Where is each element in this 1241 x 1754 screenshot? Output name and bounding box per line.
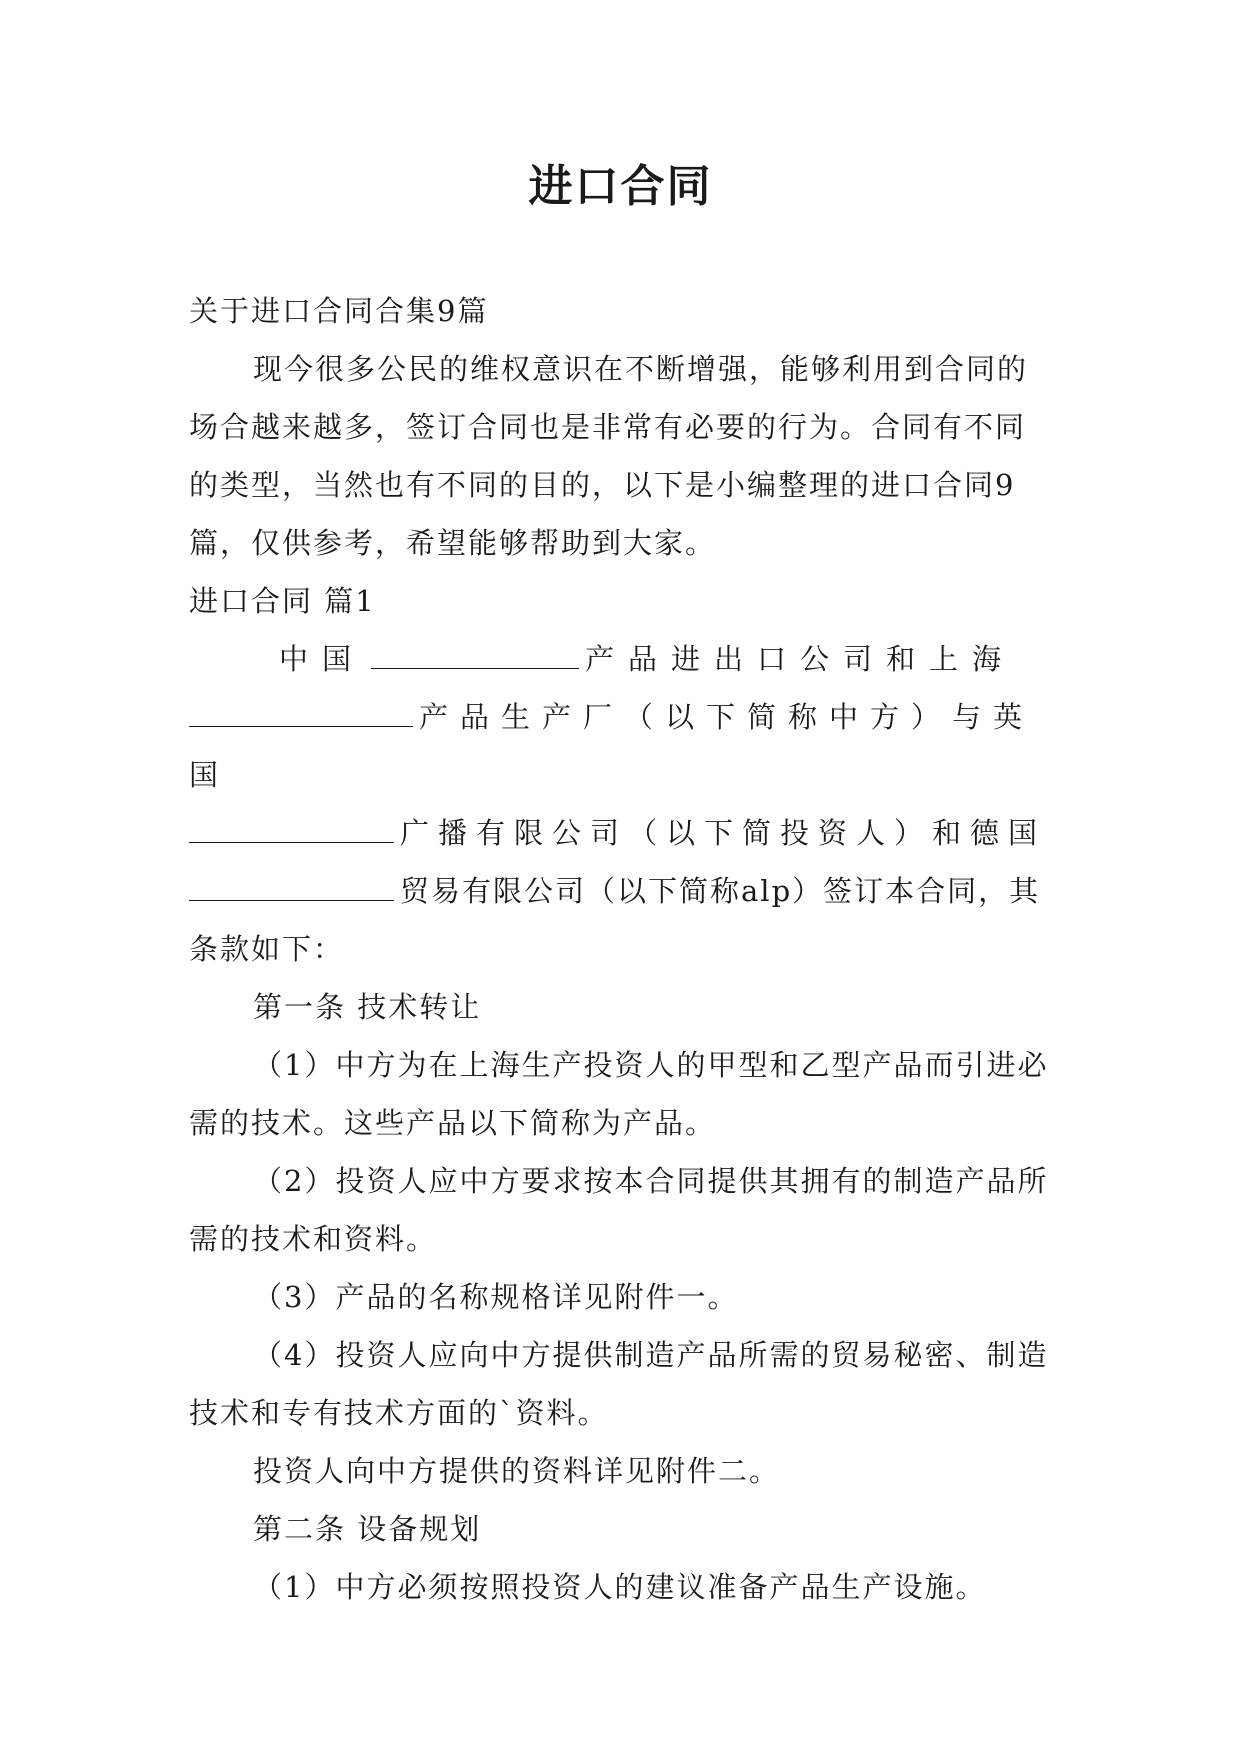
document-body bbox=[189, 282, 1049, 1616]
parties-line-2 bbox=[189, 688, 1049, 804]
document-title: 进口合同 bbox=[528, 161, 713, 212]
blank-line bbox=[189, 690, 413, 727]
party-export-company: 产品进出口公司和上海 bbox=[585, 642, 1016, 676]
article-1-item: 投资人向中方提供的资料详见附件二。 bbox=[253, 1454, 781, 1488]
article-1-item: （2）投资人应中方要求按本合同提供其拥有的制造产品所需的技术和资料。 bbox=[189, 1164, 1049, 1256]
blank-line bbox=[189, 864, 394, 901]
article-1-item: （3）产品的名称规格详见附件一。 bbox=[253, 1280, 739, 1314]
section-heading: 进口合同 篇1 bbox=[189, 584, 376, 618]
article-2-heading: 第二条 设备规划 bbox=[253, 1512, 482, 1546]
intro-paragraph: 现今很多公民的维权意识在不断增强，能够利用到合同的场合越来越多，签订合同也是非常有必要的行为。合同有不同的类型，当然也有不同的目的，以下是小编整理的进口合同9篇，仅供参考，希望能够帮助到大家。 bbox=[189, 352, 1029, 560]
article-2-item: （1）中方必须按照投资人的建议准备产品生产设施。 bbox=[253, 1570, 987, 1604]
parties-line-4 bbox=[189, 862, 1049, 978]
article-1-item: （4）投资人应向中方提供制造产品所需的贸易秘密、制造技术和专有技术方面的`资料。 bbox=[189, 1338, 1049, 1430]
document-subtitle: 关于进口合同合集9篇 bbox=[189, 294, 489, 328]
party-trading-company: 贸易有限公司（以下简称alp）签订本合同，其条款如下： bbox=[189, 874, 1041, 966]
party-factory: 产品生产厂（以下简称中方）与英国 bbox=[189, 700, 1035, 792]
blank-line bbox=[371, 632, 579, 669]
article-1-heading: 第一条 技术转让 bbox=[253, 990, 482, 1024]
parties-line-1 bbox=[189, 630, 1049, 688]
party-china: 中国 bbox=[279, 642, 366, 676]
article-1-item: （1）中方为在上海生产投资人的甲型和乙型产品而引进必需的技术。这些产品以下简称为产品。 bbox=[189, 1048, 1049, 1140]
parties-line-3 bbox=[189, 804, 1049, 862]
party-investor: 广播有限公司（以下简投资人）和德国 bbox=[400, 816, 1047, 850]
blank-line bbox=[189, 806, 394, 843]
